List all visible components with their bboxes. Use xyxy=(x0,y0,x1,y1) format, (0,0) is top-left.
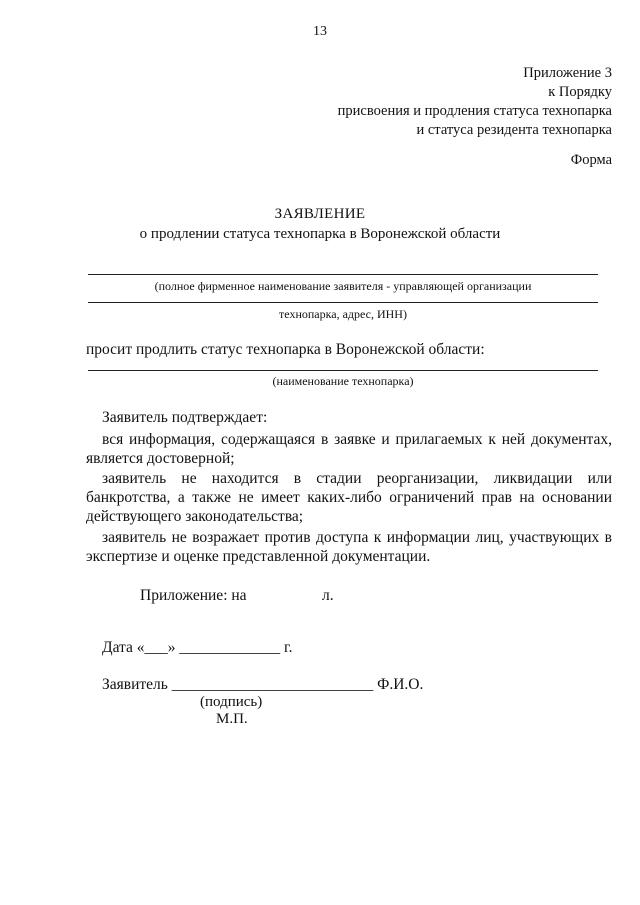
technopark-caption: (наименование технопарка) xyxy=(272,374,414,388)
date-field xyxy=(102,639,293,657)
date-month-blank: _____________ xyxy=(179,639,281,656)
appendix-line-3: присвоения и продления статуса технопарка xyxy=(337,103,612,119)
document-title: ЗАЯВЛЕНИЕ xyxy=(274,206,366,222)
date-close: » xyxy=(167,639,176,656)
request-text: просит продлить статус технопарка в Воронежской области: xyxy=(86,341,485,358)
appendix-line-2: к Порядку xyxy=(548,84,612,100)
stamp-label: М.П. xyxy=(216,711,248,727)
confirm-item-1 xyxy=(86,430,612,468)
attachment-suffix: л. xyxy=(322,587,334,604)
applicant-caption-1: (полное фирменное наименование заявителя - управляющей организации xyxy=(154,279,532,293)
appendix-header xyxy=(338,64,612,140)
technopark-name-line xyxy=(88,370,598,371)
signature-blank: __________________________ xyxy=(171,676,374,693)
applicant-name-line xyxy=(88,274,598,275)
appendix-line-4: и статуса резидента технопарка xyxy=(416,122,612,138)
confirm-item-2-text: заявитель не находится в стадии реорганизации, ликвидации или банкротства, а также не имеет каких-либо ограничений прав на основании действующего законодательства; xyxy=(86,470,612,525)
confirm-heading: Заявитель подтверждает: xyxy=(102,409,268,426)
confirm-item-1-text: вся информация, содержащаяся в заявке и прилагаемых к ней документах, является достоверной; xyxy=(86,431,612,467)
confirm-item-2 xyxy=(86,469,612,526)
date-label: Дата « xyxy=(102,639,145,656)
signature-caption: (подпись) xyxy=(200,694,263,710)
date-day-blank: ___ xyxy=(144,639,168,656)
applicant-signature-row xyxy=(102,676,423,694)
form-label: Форма xyxy=(570,152,612,168)
applicant-caption-2: технопарка, адрес, ИНН) xyxy=(279,307,407,321)
confirm-item-3 xyxy=(86,528,612,566)
applicant-address-line xyxy=(88,302,598,303)
date-year: г. xyxy=(284,639,293,656)
appendix-line-1: Приложение 3 xyxy=(523,65,612,81)
applicant-fio: Ф.И.О. xyxy=(377,676,424,693)
page-number: 13 xyxy=(313,24,327,39)
attachment-label: Приложение: на xyxy=(140,587,247,604)
document-subtitle: о продлении статуса технопарка в Воронежской области xyxy=(139,226,501,242)
applicant-label: Заявитель xyxy=(102,676,168,693)
confirm-item-3-text: заявитель не возражает против доступа к информации лиц, участвующих в экспертизе и оценке представленной документации. xyxy=(86,529,612,565)
